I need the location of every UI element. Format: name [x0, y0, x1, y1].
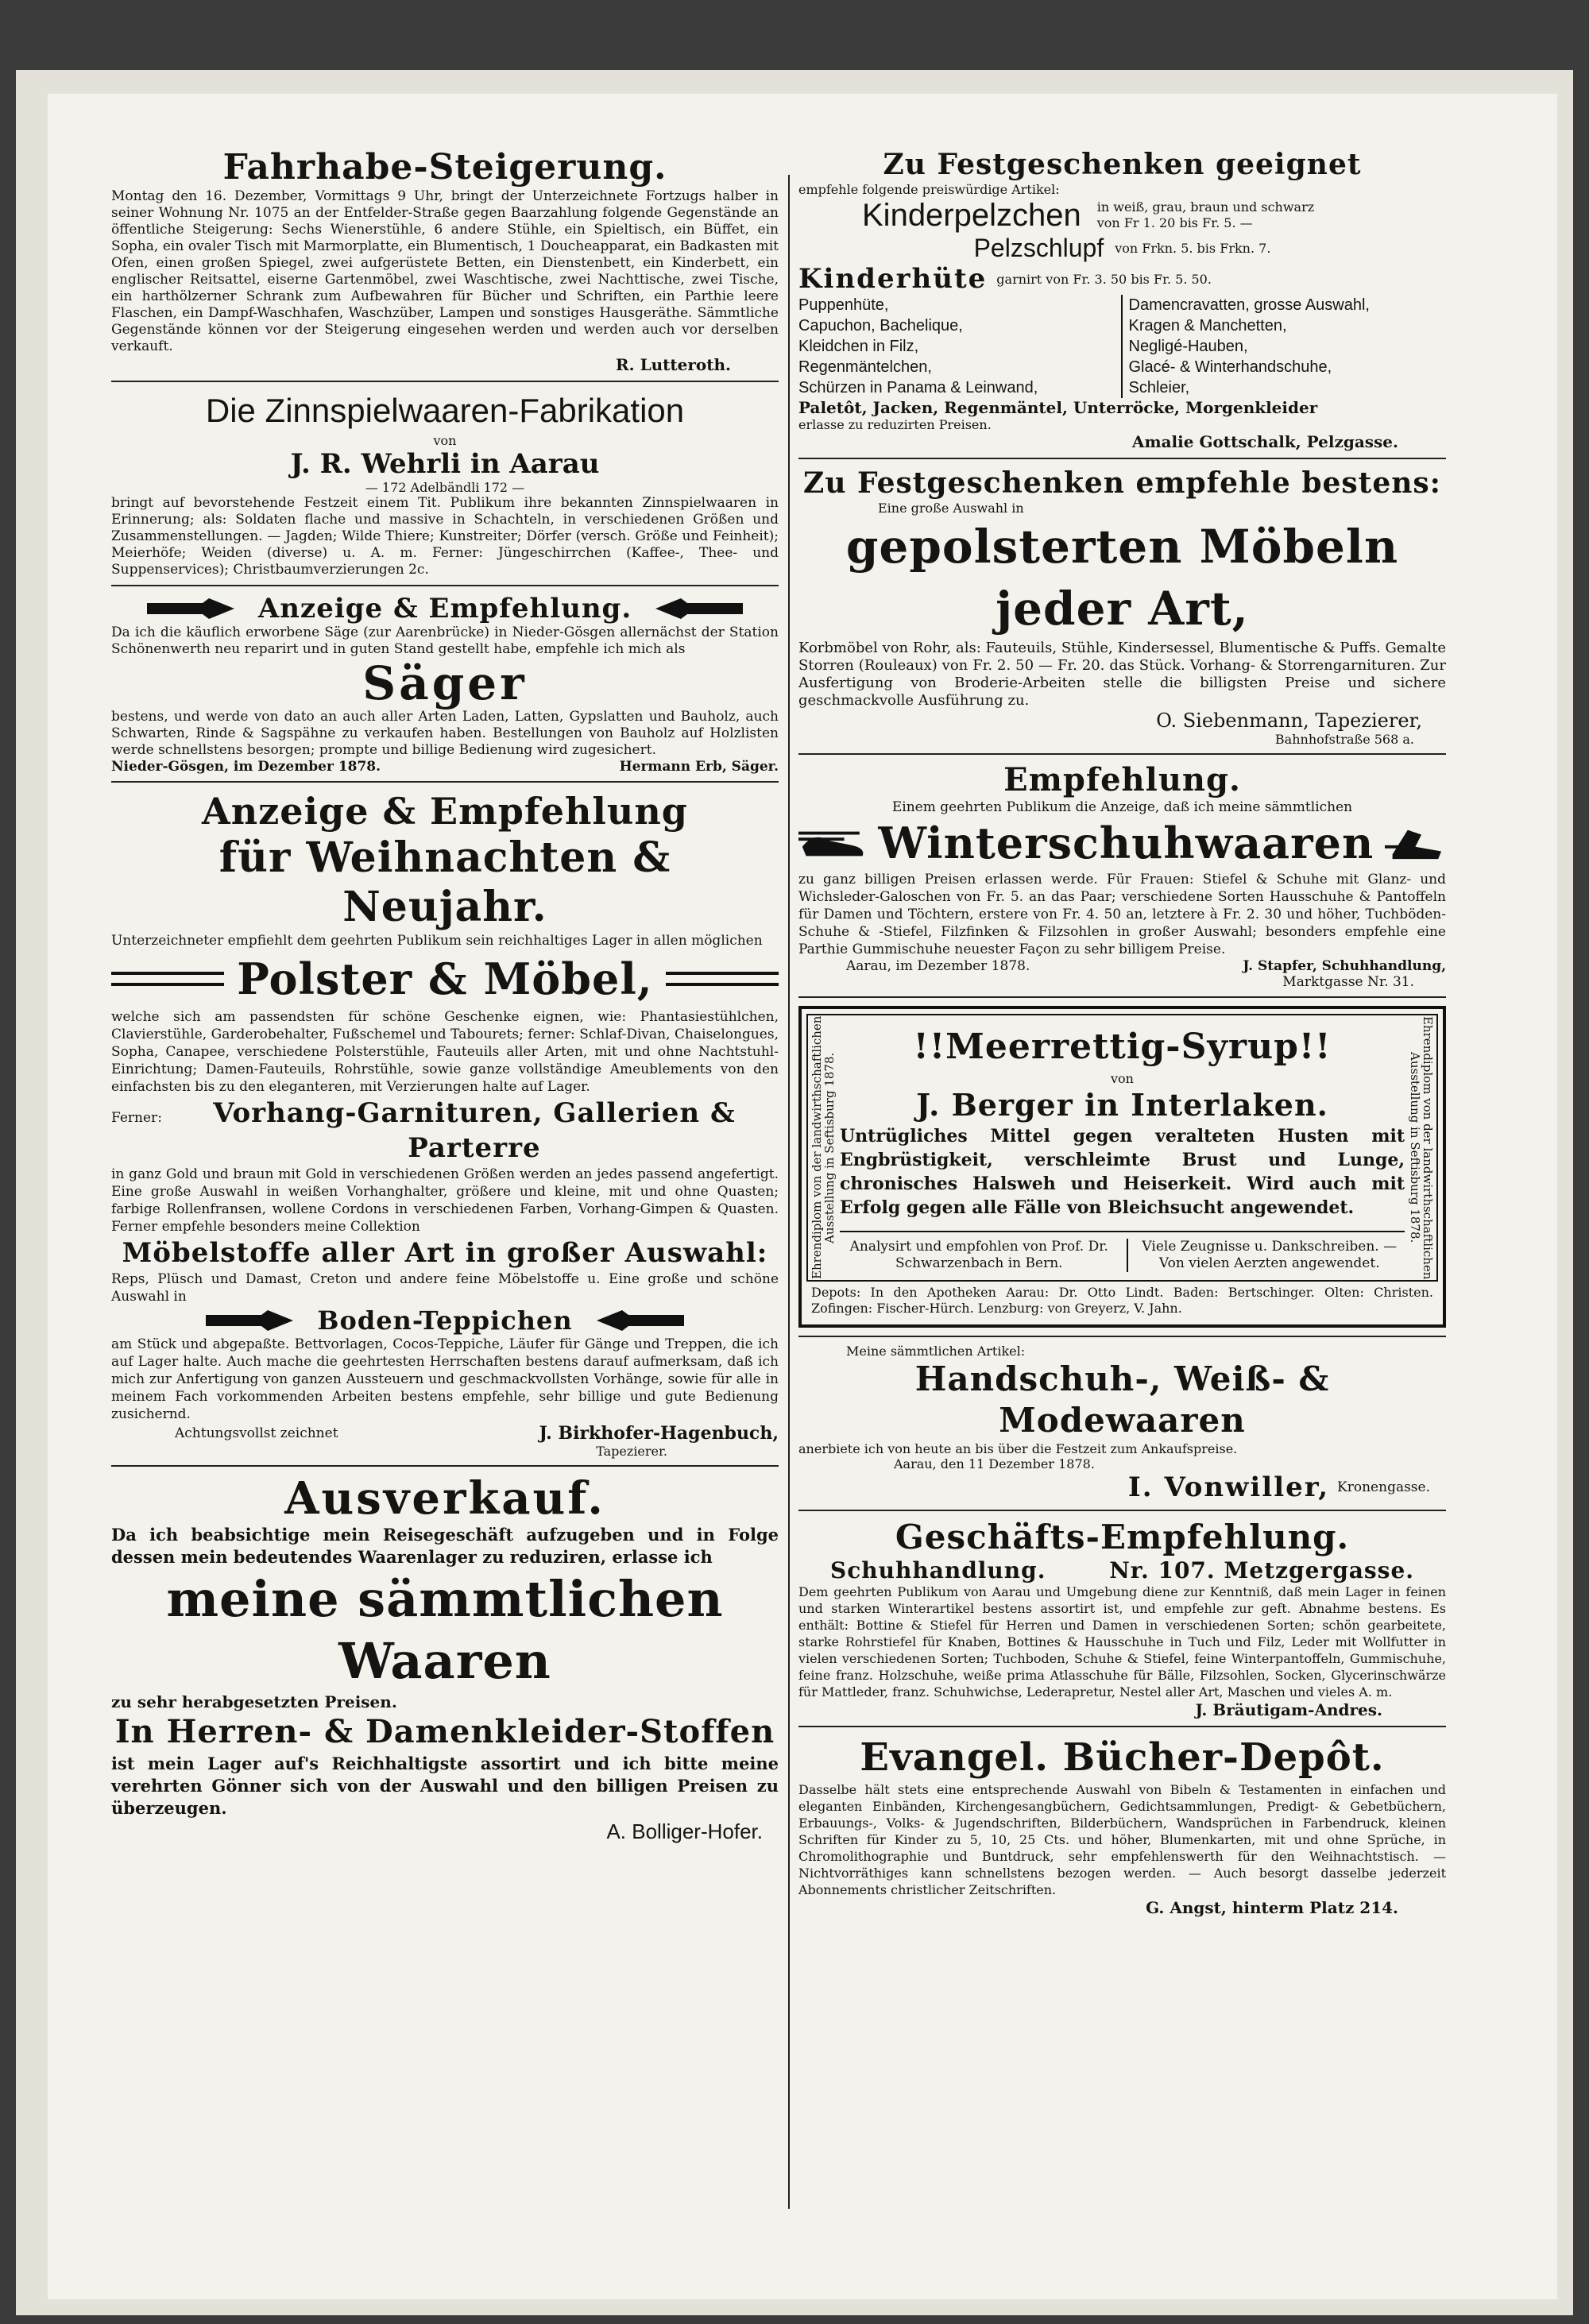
- ad-signature-address: Marktgasse Nr. 31.: [1282, 974, 1414, 990]
- ad-kinderhuete-note: garnirt von Fr. 3. 50 bis Fr. 5. 50.: [996, 271, 1212, 287]
- ad-signature-role: Tapezierer.: [596, 1444, 667, 1459]
- ad-subtitle: für Weihnachten & Neujahr.: [218, 833, 671, 931]
- ad-title: Die Zinnspielwaaren-Fabrikation: [205, 392, 685, 429]
- ad-saeger: [111, 593, 779, 775]
- ad-box-right: Viele Zeugnisse u. Dankschreiben. — Von vielen Aerzten angewendet.: [1127, 1239, 1405, 1272]
- ad-body: Korbmöbel von Rohr, als: Fauteuils, Stühle, Kindersessel, Blumentische & Puffs. Gemalte Storren (Rouleaux) von Fr. 2. 50 — Fr. 20. das Stück. Vorhang- & Storrengarnituren. Zur Ausfertigung von Broderie-Arbeiten stelle die billigsten Preise und sichere geschmackvolle Ausführung zu.: [798, 640, 1446, 709]
- ad-weihnachten: [111, 789, 779, 1459]
- ad-subtitle: Schuhhandlung.: [830, 1557, 1046, 1583]
- ad-siebenmann: [798, 466, 1446, 747]
- ad-signature: J. Birkhofer-Hagenbuch,: [539, 1423, 779, 1444]
- ornament-bar: [111, 972, 224, 986]
- divider: [798, 1336, 1446, 1337]
- list-item: Damencravatten, grosse Auswahl,: [1128, 296, 1370, 314]
- ad-line: In Herren- & Damenkleider-Stoffen: [114, 1713, 775, 1750]
- list-item: Regenmäntelchen,: [798, 358, 932, 376]
- ornament-bar: [666, 972, 779, 986]
- ad-title: Zu Festgeschenken geeignet: [883, 148, 1362, 181]
- ad-title: Zu Festgeschenken empfehle bestens:: [803, 466, 1441, 500]
- ad-body: am Stück und abgepaßte. Bettvorlagen, Cocos-Teppiche, Läufer für Gänge und Treppen, die ich auf Lager halte. Auch mache die geehrtesten Herrschaften bestens darauf aufmerksam, daß ich mich zur Anfertigung von ganzen Aussteuern und geschmackvollsten Vorhänge, sowie für alle in meinem Fach vorkommenden Arbeiten bestens empfehle, sehr billige und gute Bedienung zusichernd.: [111, 1336, 779, 1422]
- ad-place: Nieder-Gösgen, im Dezember 1878.: [111, 759, 381, 775]
- ad-von: von: [433, 433, 457, 448]
- ad-big: Polster & Möbel,: [237, 953, 653, 1004]
- ad-ausverkauf: [111, 1473, 779, 1844]
- list-item: Glacé- & Winterhandschuhe,: [1128, 358, 1332, 376]
- ad-body: bestens, und werde von dato an auch aller Arten Laden, Latten, Gypslatten und Bauholz, auch Schwarten, Rinde & Sagspähne zu verkaufen haben. Bestellungen von Bauholz auf Holzlisten werde schnellstens besorgen; prompte und billige Bedienung wird zugesichert.: [111, 709, 779, 758]
- divider: [798, 1726, 1446, 1727]
- ad-intro: empfehle folgende preiswürdige Artikel:: [798, 182, 1060, 197]
- ad-intro: Eine große Auswahl in: [878, 501, 1024, 516]
- list-item: Negligé-Hauben,: [1128, 338, 1248, 355]
- ad-box-left: Analysirt und empfohlen von Prof. Dr. Schwarzenbach in Bern.: [849, 1239, 1108, 1271]
- ad-signature: Amalie Gottschalk, Pelzgasse.: [1131, 432, 1398, 451]
- ad-meerrettig-syrup: [798, 1006, 1446, 1328]
- ad-big: gepolsterten Möbeln jeder Art,: [845, 520, 1399, 636]
- ad-big: Säger: [362, 656, 528, 710]
- divider: [111, 781, 779, 783]
- ad-body: ist mein Lager auf's Reichhaltigste assortirt und ich bitte meine verehrten Gönner sich von der Auswahl und den billigen Preisen zu überzeugen.: [111, 1754, 779, 1818]
- ad-place: Aarau, den 11 Dezember 1878.: [894, 1456, 1095, 1471]
- ad-body: in ganz Gold und braun mit Gold in verschiedenen Größen werden an jedes passend angefertigt. Eine große Auswahl in weißen Vorhanghalter, größere und kleine, mit und ohne Quasten; farbige Rollenfransen, wollene Cordons in verschiedenen Farben, Vorhang-Gimpen & Quasten. Ferner empfehle besonders meine Collektion: [111, 1166, 779, 1235]
- ad-title: Geschäfts-Empfehlung.: [895, 1518, 1350, 1556]
- ad-body: Reps, Plüsch und Damast, Creton und andere feine Möbelstoffe u. Eine große und schöne Auswahl in: [111, 1271, 779, 1305]
- ad-kinderpelzchen-note: in weiß, grau, braun und schwarz von Fr 1. 20 bis Fr. 5. —: [1096, 199, 1315, 230]
- list-item: Schleier,: [1128, 379, 1190, 396]
- ad-intro: Meine sämmtlichen Artikel:: [846, 1344, 1026, 1359]
- ad-small-line: erlasse zu reduzirten Preisen.: [798, 417, 992, 432]
- ad-title: !!Meerrettig-Syrup!!: [913, 1027, 1332, 1067]
- list-item: Schürzen in Panama & Leinwand,: [798, 379, 1038, 396]
- ad-title: Ausverkauf.: [284, 1472, 605, 1525]
- shoes-icon: [798, 823, 867, 863]
- ad-stapfer: [798, 761, 1446, 990]
- ad-signature: R. Lutteroth.: [616, 355, 731, 374]
- ad-title: Anzeige & Empfehlung.: [257, 593, 632, 625]
- ad-festgeschenke-gottschalk: [798, 147, 1446, 451]
- ad-signature-address: Bahnhofstraße 568 a.: [1274, 732, 1414, 747]
- ad-intro: Einem geehrten Publikum die Anzeige, daß ich meine sämmtlichen: [891, 799, 1353, 815]
- boot-icon: [1385, 823, 1446, 863]
- ad-signature: G. Angst, hinterm Platz 214.: [1146, 1898, 1398, 1917]
- ad-signature: O. Siebenmann, Tapezierer,: [1156, 710, 1422, 732]
- ad-ferner: Ferner:: [111, 1110, 162, 1126]
- ad-vonwiller: [798, 1344, 1446, 1503]
- list-item: Kleidchen in Filz,: [798, 338, 919, 355]
- pointing-hand-left-icon: [655, 598, 743, 619]
- ad-kinderpelzchen: Kinderpelzchen: [862, 198, 1081, 233]
- ad-body: Dasselbe hält stets eine entsprechende Auswahl von Bibeln & Testamenten in einfachen und eleganten Einbänden, Kirchengesangbüchern, Gedichtsammlungen, Predigt- & Gebetbüchern, Erbauungs-, Volks- & Jugendschriften, Bilderbüchern, Wandsprüchen in Farbendruck, kleinen Schriften für Kinder zu 5, 10, 25 Cts. und höher, Blumenkarten, mit und ohne Sprüche, in Chromolithographie und Buntdruck, sehr empfehlenswerth für den Weihnachtstisch. — Nichtvorräthiges kann schnellstens bezogen werden. — Auch besorgt dasselbe jederzeit Abonnements christlicher Zeitschriften.: [798, 1782, 1446, 1897]
- ad-big: Winterschuhwaaren: [878, 818, 1374, 868]
- ad-body: Montag den 16. Dezember, Vormittags 9 Uhr, bringt der Unterzeichnete Fortzugs halber in seiner Wohnung Nr. 1075 an der Entfelder-Straße gegen Baarzahlung folgende Gegenstände an öffentliche Steigerung: Sechs Wienerstühle, 6 andere Stühle, ein Spieltisch, ein Büffet, ein Sopha, ein ovaler Tisch mit Marmorplatte, ein Blumentisch, 1 Doucheapparat, ein Badkasten mit Ofen, einen großen Spiegel, zwei aufgerüstete Betten, ein Dienstenbett, ein Kinderbett, ein englischer Reitsattel, eiserne Gartenmöbel, zwei Waschtische, zwei Nachttische, zwei Tische, ein harthölzerner Schrank zum Aufbewahren für Bücher und Schriften, ein Parthie leere Flaschen, ein Dampf-Waschhafen, Waschzüber, Lampen und sonstiges Hausgeräthe. Sämmtliche Gegenstände können vor der Steigerung eingesehen werden und werden auch vor derselben verkauft.: [111, 188, 779, 354]
- ad-side-text: Ehrendiplom von der landwirthschaftlichen Ausstellung in Seftisburg 1878.: [810, 1015, 837, 1280]
- ad-body: Untrügliches Mittel gegen veralteten Husten mit Engbrüstigkeit, verschleimte Brust und Lunge, chronisches Halsweh und Heiserkeit. Wird auch mit Erfolg gegen alle Fälle von Bleichsucht angewendet.: [840, 1126, 1405, 1218]
- column-divider: [788, 175, 790, 2209]
- ad-title: Empfehlung.: [1003, 761, 1241, 799]
- left-column: [111, 147, 779, 1844]
- ad-signature: A. Bolliger-Hofer.: [606, 1819, 763, 1843]
- ad-title: Evangel. Bücher-Depôt.: [860, 1735, 1385, 1780]
- ad-place: Aarau, im Dezember 1878.: [846, 958, 1030, 974]
- pointing-hand-left-icon: [597, 1310, 684, 1331]
- ad-body: zu ganz billigen Preisen erlassen werde. Für Frauen: Stiefel & Schuhe mit Glanz- und Wichsleder-Galoschen von Fr. 5. an das Paar; verschiedene Sorten Hausschuhe & Pantoffeln für Damen und Töchtern, erstere von Fr. 4. 50 an, letztere à Fr. 2. 30 und höher, Tuchböden-Schuhe & -Stiefel, Filzfinken & Filzsohlen in großer Auswahl; besonders empfehle eine Parthie Gummischuhe neuester Façon zu sehr billigem Preise.: [798, 872, 1446, 957]
- divider: [111, 381, 779, 382]
- ad-braeutigam: [798, 1518, 1446, 1719]
- ad-kinderhuete: Kinderhüte: [798, 263, 988, 295]
- ad-body: bringt auf bevorstehende Festzeit einem Tit. Publikum ihre bekannten Zinnspielwaaren in Erinnerung; als: Soldaten flache und massive in Schachteln, in verschiedenen Größen und Zusammenstellungen. — Jagden; Wilde Thiere; Kunstreiter; Dörfer (versch. Größe und Feinheit); Meierhöfe; Weiden (diverse) u. A. m. Ferner: Jüngeschirrchen (Kaffee-, Thee- und Suppenservices); Christbaumverzierungen 2c.: [111, 495, 779, 578]
- list-item: Puppenhüte,: [798, 296, 889, 314]
- list-item: Kragen & Manchetten,: [1128, 317, 1287, 334]
- ad-body: Dem geehrten Publikum von Aarau und Umgebung diene zur Kenntniß, daß mein Lager in feinen und starken Winterartikel bestens assortirt ist, und empfehle zur geft. Abnahme bestens. Es enthält: Bottine & Stiefel für Herren und Damen in verschiedenen Sorten; schön gearbeitete, starke Rohrstiefel für Knaben, Bottines & Hausschuhe in Tuch und Filz, Leder mit Wollfutter in vielen verschiedenen Sorten; Tuchboden, Schuhe & Stiefel, feine Winterpantoffeln, Gummischuhe, feine franz. Holzschuhe, weiße prima Atlasschuhe für Bälle, Filzsohlen, Socken, Glycerinschwärze für Mattleder, franz. Schuhwichse, Lederapretur, Nestel aller Art, Maschen und vieles A. m.: [798, 1584, 1446, 1699]
- ad-pelzschlupf: Pelzschlupf: [973, 234, 1104, 262]
- ad-pelzschlupf-note: von Frkn. 5. bis Frkn. 7.: [1115, 241, 1271, 256]
- ad-body: welche sich am passendsten für schöne Geschenke eignen, wie: Phantasiestühlchen, Clavierstühle, Garderobehalter, Fußschemel und Tabourets; ferner: Schlaf-Divan, Chaiselongues, Sopha, Canapee, verschiedene Polsterstühle, Fauteuils aller Arten, mit und ohne Nachtstuhl-Einrichtung; Damen-Fauteuils, Rohrstühle, sowie ganze vollständige Ameublements von den einfachsten bis zu den eleganteren, mit Verzierungen halte auf Lager.: [111, 1009, 779, 1095]
- ad-closing: Achtungsvollst zeichnet: [175, 1425, 338, 1441]
- divider: [798, 458, 1446, 459]
- divider: [111, 585, 779, 586]
- ad-body: anerbiete ich von heute an bis über die Festzeit zum Ankaufspreise.: [798, 1441, 1238, 1456]
- ad-body: zu sehr herabgesetzten Preisen.: [111, 1692, 397, 1711]
- divider: [798, 1510, 1446, 1511]
- ad-bold-line: Paletôt, Jacken, Regenmäntel, Unterröcke, Morgenkleider: [798, 398, 1318, 417]
- ad-fahrhabe: [111, 147, 779, 374]
- ad-signature-address: Kronengasse.: [1337, 1479, 1430, 1495]
- ad-big: Handschuh-, Weiß- & Modewaaren: [914, 1359, 1330, 1440]
- ad-zinnspielwaaren: [111, 389, 779, 578]
- ad-signature: J. Stapfer, Schuhhandlung,: [1243, 958, 1446, 974]
- ad-big: meine sämmtlichen Waaren: [166, 1570, 724, 1690]
- ad-title: Fahrhabe-Steigerung.: [222, 147, 667, 188]
- pointing-hand-right-icon: [206, 1310, 293, 1331]
- ad-address: — 172 Adelbändli 172 —: [365, 480, 525, 495]
- ad-buecher-depot: [798, 1734, 1446, 1917]
- ad-maker: J. R. Wehrli in Aarau: [290, 448, 600, 480]
- right-column: [798, 147, 1446, 1917]
- ad-signature: J. Bräutigam-Andres.: [1195, 1700, 1382, 1719]
- ad-line: Möbelstoffe aller Art in großer Auswahl:: [122, 1237, 768, 1269]
- ad-line: Vorhang-Garnituren, Gallerien & Parterre: [213, 1097, 736, 1164]
- ad-intro: Unterzeichneter empfiehlt dem geehrten Publikum sein reichhaltiges Lager in allen möglichen: [111, 933, 763, 949]
- divider: [798, 996, 1446, 998]
- list-item: Capuchon, Bachelique,: [798, 317, 963, 334]
- ad-title: Anzeige & Empfehlung: [202, 790, 688, 833]
- ad-line: Boden-Teppichen: [317, 1305, 573, 1336]
- divider: [111, 1465, 779, 1467]
- ad-von: von: [1111, 1071, 1134, 1086]
- pointing-hand-right-icon: [147, 598, 234, 619]
- ad-maker: J. Berger in Interlaken.: [916, 1087, 1328, 1123]
- ad-subtitle: Nr. 107. Metzgergasse.: [1109, 1557, 1414, 1583]
- ad-body: Da ich beabsichtige mein Reisegeschäft aufzugeben und in Folge dessen mein bedeutendes Waarenlager zu reduziren, erlasse ich: [111, 1525, 779, 1567]
- ad-signature: Hermann Erb, Säger.: [619, 759, 779, 775]
- ad-intro: Da ich die käuflich erworbene Säge (zur Aarenbrücke) in Nieder-Gösgen allernächst der Station Schönenwerth neu reparirt und in guten Stand gestellt habe, empfehle ich mich als: [111, 625, 779, 657]
- ad-signature: I. Vonwiller,: [1127, 1471, 1330, 1503]
- ad-depots: Depots: In den Apotheken Aarau: Dr. Otto Lindt. Baden: Bertschinger. Olten: Christen. Zofingen: Fischer-Hürch. Lenzburg: von Greyerz, V. Jahn.: [811, 1285, 1433, 1316]
- ad-side-text: Ehrendiplom von der landwirthschaftlichen Ausstellung in Seftisburg 1878.: [1408, 1015, 1435, 1280]
- divider: [798, 753, 1446, 755]
